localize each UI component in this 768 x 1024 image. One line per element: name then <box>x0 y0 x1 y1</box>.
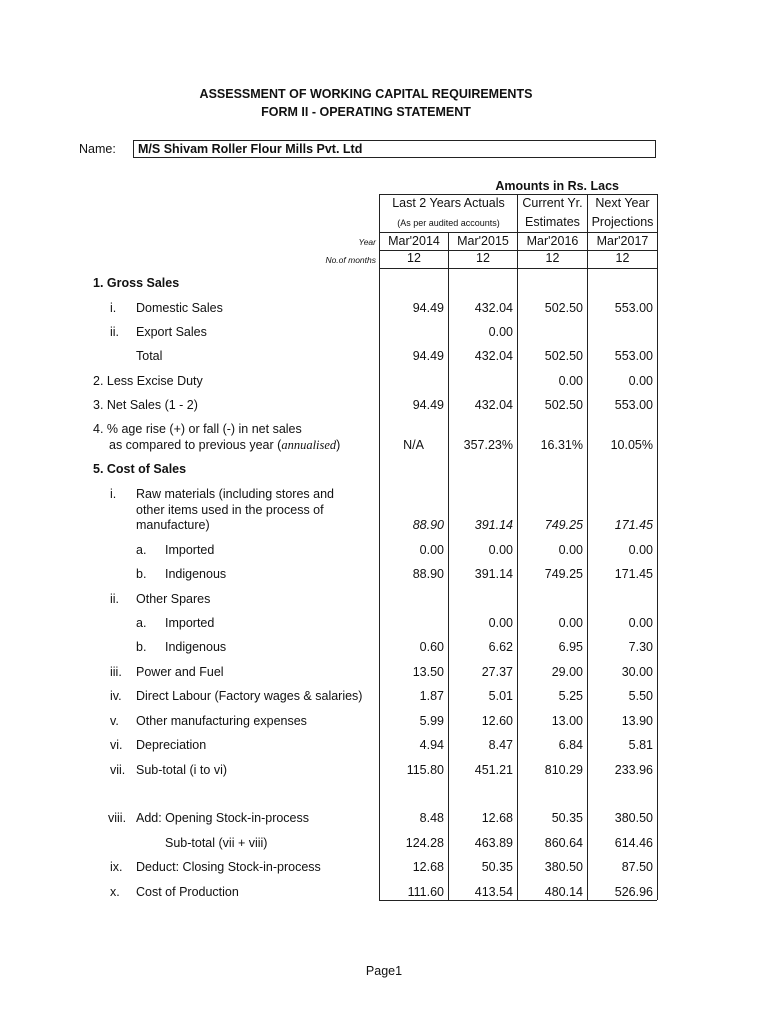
row-number: v. <box>110 714 119 728</box>
page-number: Page1 <box>365 964 403 978</box>
grid-line <box>379 194 657 195</box>
value-2017: 553.00 <box>614 301 653 315</box>
form-subtitle: FORM II - OPERATING STATEMENT <box>261 105 471 119</box>
actuals-header: Last 2 Years Actuals <box>392 196 505 210</box>
row-label-line3: manufacture) <box>136 518 210 532</box>
row-number: ii. <box>110 325 120 339</box>
row-number: b. <box>136 567 147 581</box>
value-2015: 50.35 <box>481 860 513 874</box>
value-2015: 432.04 <box>474 398 513 412</box>
value-2015: 391.14 <box>474 518 513 532</box>
name-field[interactable]: M/S Shivam Roller Flour Mills Pvt. Ltd <box>133 140 656 158</box>
value-2014: 94.49 <box>412 301 444 315</box>
grid-line <box>379 268 657 269</box>
value-2016: 502.50 <box>544 398 583 412</box>
row-number: ix. <box>110 860 123 874</box>
value-2016: 502.50 <box>544 301 583 315</box>
value-2016: 16.31% <box>540 438 583 452</box>
value-2017: 5.50 <box>628 689 653 703</box>
value-2016: 5.25 <box>558 689 583 703</box>
grid-line <box>517 194 518 900</box>
value-2016: 502.50 <box>544 349 583 363</box>
months-2017: 12 <box>615 251 630 265</box>
row-label: Cost of Production <box>136 885 239 899</box>
row-label: Other manufacturing expenses <box>136 714 307 728</box>
year-2016: Mar'2016 <box>526 234 579 248</box>
value-2017: 0.00 <box>628 543 653 557</box>
row-number: viii. <box>108 811 127 825</box>
value-2015: 391.14 <box>474 567 513 581</box>
row-label: 2. Less Excise Duty <box>93 374 203 388</box>
value-2016: 0.00 <box>558 616 583 630</box>
row-label-line1: Raw materials (including stores and <box>136 487 335 501</box>
value-2014: 111.60 <box>407 885 444 899</box>
value-2016: 860.64 <box>544 836 583 850</box>
value-2017: 233.96 <box>614 763 653 777</box>
row-label: Total <box>136 349 163 363</box>
months-2014: 12 <box>407 251 421 265</box>
value-2016: 13.00 <box>551 714 583 728</box>
value-2017: 380.50 <box>614 811 653 825</box>
value-2016: 0.00 <box>558 374 583 388</box>
row-label: Imported <box>165 616 215 630</box>
months-label: No.of months <box>325 255 376 265</box>
months-2016: 12 <box>545 251 560 265</box>
value-2015: 12.68 <box>481 811 513 825</box>
row-number: ii. <box>110 592 120 606</box>
grid-line <box>379 194 380 900</box>
value-2015: 12.60 <box>481 714 513 728</box>
grid-line <box>657 194 658 900</box>
value-2015: 8.47 <box>488 738 513 752</box>
row-label: 1. Gross Sales <box>93 276 180 290</box>
row-label-line2: other items used in the process of <box>136 503 324 517</box>
row-number: iv. <box>110 689 122 703</box>
actuals-subheader: (As per audited accounts) <box>397 218 500 228</box>
year-label: Year <box>358 237 376 247</box>
value-2016: 749.25 <box>544 567 583 581</box>
value-2015: 0.00 <box>488 543 513 557</box>
value-2016: 6.95 <box>558 640 583 654</box>
row-label-line2: as compared to previous year (annualised) <box>109 438 341 452</box>
value-2017: 10.05% <box>610 438 653 452</box>
value-2015: 432.04 <box>474 349 513 363</box>
row-number: vii. <box>110 763 126 777</box>
value-2015: 27.37 <box>481 665 513 679</box>
next-header-line2: Projections <box>591 215 654 229</box>
row-label: Direct Labour (Factory wages & salaries) <box>136 689 363 703</box>
row-number: b. <box>136 640 147 654</box>
row-label-line1: 4. % age rise (+) or fall (-) in net sales <box>93 422 302 436</box>
amounts-caption: Amounts in Rs. Lacs <box>495 179 619 193</box>
grid-line <box>379 900 657 901</box>
value-2017: 171.45 <box>614 518 653 532</box>
value-2014: 13.50 <box>412 665 444 679</box>
row-label: Export Sales <box>136 325 207 339</box>
value-2017: 87.50 <box>621 860 653 874</box>
row-number: x. <box>110 885 120 899</box>
row-number: a. <box>136 543 147 557</box>
row-label: 5. Cost of Sales <box>93 462 187 476</box>
value-2016: 0.00 <box>558 543 583 557</box>
value-2015: 451.21 <box>474 763 513 777</box>
value-2016: 380.50 <box>544 860 583 874</box>
value-2014: 94.49 <box>412 398 444 412</box>
value-2017: 171.45 <box>614 567 653 581</box>
value-2015: 413.54 <box>474 885 513 899</box>
value-2014: 88.90 <box>412 518 444 532</box>
grid-line <box>587 194 588 900</box>
row-label: Domestic Sales <box>136 301 223 315</box>
row-label: Deduct: Closing Stock-in-process <box>136 860 321 874</box>
value-2014: 8.48 <box>419 811 444 825</box>
value-2017: 526.96 <box>614 885 653 899</box>
row-number: i. <box>110 487 117 501</box>
name-label: Name: <box>79 142 116 156</box>
value-2017: 0.00 <box>628 374 653 388</box>
value-2015: 463.89 <box>474 836 513 850</box>
value-2014: 115.80 <box>406 763 444 777</box>
grid-line <box>379 232 657 233</box>
value-2014: 1.87 <box>419 689 444 703</box>
form-title: ASSESSMENT OF WORKING CAPITAL REQUIREMENTS <box>199 87 533 101</box>
value-2017: 614.46 <box>614 836 653 850</box>
value-2016: 480.14 <box>544 885 583 899</box>
value-2016: 6.84 <box>558 738 583 752</box>
value-2017: 13.90 <box>621 714 653 728</box>
row-label: Sub-total (vii + viii) <box>165 836 268 850</box>
value-2016: 810.29 <box>544 763 583 777</box>
year-2015: Mar'2015 <box>457 234 509 248</box>
row-number: a. <box>136 616 147 630</box>
value-2015: 5.01 <box>488 689 513 703</box>
row-label: Indigenous <box>165 567 227 581</box>
year-2017: Mar'2017 <box>596 234 649 248</box>
value-2014: N/A <box>403 438 424 452</box>
months-2015: 12 <box>476 251 490 265</box>
row-label: 3. Net Sales (1 - 2) <box>93 398 198 412</box>
value-2017: 30.00 <box>621 665 653 679</box>
grid-line <box>448 232 449 900</box>
value-2017: 553.00 <box>614 349 653 363</box>
value-2017: 5.81 <box>628 738 653 752</box>
row-label: Other Spares <box>136 592 211 606</box>
row-number: i. <box>110 301 117 315</box>
value-2014: 0.60 <box>419 640 444 654</box>
row-label: Add: Opening Stock-in-process <box>136 811 310 825</box>
value-2017: 553.00 <box>614 398 653 412</box>
value-2015: 0.00 <box>488 325 513 339</box>
row-number: vi. <box>110 738 123 752</box>
value-2015: 357.23% <box>463 438 513 452</box>
value-2016: 50.35 <box>551 811 583 825</box>
current-header-line2: Estimates <box>525 215 580 229</box>
row-label: Power and Fuel <box>136 665 224 679</box>
value-2015: 6.62 <box>488 640 513 654</box>
value-2016: 749.25 <box>544 518 583 532</box>
row-label: Imported <box>165 543 215 557</box>
value-2014: 4.94 <box>419 738 444 752</box>
row-label: Indigenous <box>165 640 227 654</box>
value-2014: 0.00 <box>419 543 444 557</box>
value-2017: 7.30 <box>628 640 653 654</box>
row-label: Depreciation <box>136 738 207 752</box>
row-number: iii. <box>110 665 122 679</box>
value-2014: 94.49 <box>412 349 444 363</box>
row-label: Sub-total (i to vi) <box>136 763 228 777</box>
value-2017: 0.00 <box>628 616 653 630</box>
value-2014: 124.28 <box>405 836 444 850</box>
current-header-line1: Current Yr. <box>522 196 583 210</box>
year-2014: Mar'2014 <box>388 234 440 248</box>
next-header-line1: Next Year <box>595 196 650 210</box>
value-2014: 5.99 <box>419 714 444 728</box>
value-2015: 0.00 <box>488 616 513 630</box>
value-2014: 88.90 <box>412 567 444 581</box>
value-2015: 432.04 <box>474 301 513 315</box>
value-2016: 29.00 <box>551 665 583 679</box>
value-2014: 12.68 <box>412 860 444 874</box>
